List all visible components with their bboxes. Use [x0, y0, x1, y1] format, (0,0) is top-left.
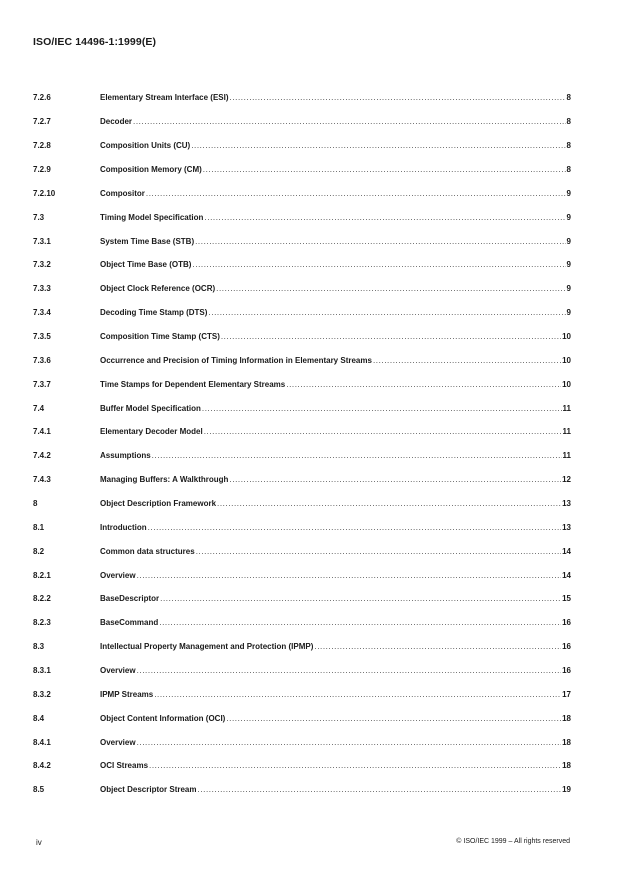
toc-entry-page[interactable]: 18 — [562, 761, 571, 771]
toc-dot-leader — [137, 738, 562, 747]
toc-dot-leader — [192, 260, 565, 269]
toc-dot-leader — [154, 690, 561, 699]
toc-entry-title-wrap — [100, 714, 561, 723]
toc-dot-leader — [203, 165, 566, 174]
toc-entry-title[interactable]: Overview — [100, 737, 136, 747]
toc-dot-leader — [133, 117, 566, 126]
toc-entry[interactable] — [33, 86, 571, 110]
toc-entry-title-wrap — [100, 93, 566, 102]
toc-entry[interactable] — [33, 730, 571, 754]
toc-entry-page[interactable]: 9 — [566, 260, 571, 270]
toc-entry-title[interactable]: Object Content Information (OCI) — [100, 713, 226, 723]
toc-entry-title-wrap — [100, 404, 562, 413]
toc-entry-number: 7.4.3 — [33, 475, 51, 485]
toc-entry[interactable] — [33, 706, 571, 730]
toc-dot-leader — [286, 380, 561, 389]
toc-entry-number: 8.5 — [33, 785, 45, 795]
toc-entry[interactable] — [33, 396, 571, 420]
toc-dot-leader — [148, 523, 561, 532]
toc-entry-number: 8 — [33, 499, 38, 509]
toc-entry[interactable] — [33, 181, 571, 205]
toc-entry[interactable] — [33, 348, 571, 372]
toc-entry-page[interactable]: 11 — [562, 451, 571, 461]
toc-entry-title[interactable]: Composition Memory (CM) — [100, 165, 202, 174]
toc-entry-title-wrap — [100, 237, 566, 246]
toc-entry-title[interactable]: Decoding Time Stamp (DTS) — [100, 308, 208, 318]
toc-entry-title[interactable]: Time Stamps for Dependent Elementary Streams — [100, 379, 286, 389]
toc-entry-title-wrap — [100, 117, 566, 126]
toc-entry-number: 8.2.1 — [33, 570, 51, 580]
toc-entry-number: 7.3.6 — [33, 355, 51, 365]
toc-entry[interactable] — [33, 253, 571, 277]
toc-entry-title[interactable]: Common data structures — [100, 546, 195, 556]
toc-entry-number: 7.2.9 — [33, 165, 51, 174]
toc-dot-leader — [221, 332, 561, 341]
toc-entry-page[interactable]: 10 — [562, 332, 571, 342]
toc-entry-title[interactable]: Object Time Base (OTB) — [100, 260, 192, 270]
toc-entry[interactable] — [33, 563, 571, 587]
footer-page-number: iv — [36, 838, 42, 847]
toc-entry-number: 8.3.2 — [33, 689, 51, 699]
toc-entry-title-wrap — [100, 380, 561, 389]
toc-entry-title-wrap — [100, 547, 561, 556]
table-of-contents — [33, 86, 571, 802]
toc-entry-page[interactable]: 18 — [562, 737, 571, 747]
toc-entry-title[interactable]: BaseDescriptor — [100, 594, 160, 604]
toc-entry-number: 8.2.2 — [33, 594, 51, 604]
toc-entry-title-wrap — [100, 141, 566, 150]
toc-entry-page[interactable]: 16 — [562, 618, 571, 628]
toc-entry-page[interactable]: 19 — [562, 785, 571, 795]
toc-entry-title-wrap — [100, 189, 566, 198]
toc-entry[interactable] — [33, 301, 571, 325]
toc-entry-page[interactable]: 13 — [562, 499, 571, 509]
toc-entry[interactable] — [33, 444, 571, 468]
toc-dot-leader — [149, 761, 561, 770]
toc-entry-title-wrap — [100, 284, 566, 293]
toc-dot-leader — [202, 404, 562, 413]
toc-entry[interactable] — [33, 372, 571, 396]
toc-entry-title[interactable]: Overview — [100, 570, 136, 580]
toc-dot-leader — [160, 594, 561, 603]
toc-entry-title[interactable]: Managing Buffers: A Walkthrough — [100, 475, 229, 485]
toc-entry-page[interactable]: 16 — [562, 666, 571, 676]
toc-entry-title-wrap — [100, 427, 562, 436]
toc-entry-title-wrap — [100, 165, 566, 174]
toc-entry[interactable] — [33, 420, 571, 444]
toc-entry-title[interactable]: System Time Base (STB) — [100, 236, 195, 246]
toc-dot-leader — [197, 785, 561, 794]
toc-entry-title-wrap — [100, 523, 561, 532]
toc-entry-number: 7.3.5 — [33, 332, 51, 342]
toc-entry-number: 7.3.2 — [33, 260, 51, 270]
toc-entry-number: 8.3.1 — [33, 666, 51, 676]
toc-entry-page[interactable]: 8 — [566, 93, 571, 103]
toc-entry[interactable] — [33, 205, 571, 229]
toc-entry-title-wrap — [100, 690, 561, 699]
toc-entry-page[interactable]: 10 — [562, 379, 571, 389]
toc-entry-title-wrap — [100, 308, 566, 317]
toc-dot-leader — [373, 356, 561, 365]
toc-entry-page[interactable]: 13 — [562, 522, 571, 532]
toc-entry-title-wrap — [100, 332, 561, 341]
toc-entry-title-wrap — [100, 666, 561, 675]
toc-dot-leader — [195, 237, 565, 246]
toc-entry-title[interactable]: Compositor — [100, 188, 145, 198]
toc-entry-page[interactable]: 10 — [562, 355, 571, 365]
toc-entry-page[interactable]: 16 — [562, 642, 571, 652]
toc-entry-title-wrap — [100, 761, 561, 770]
toc-entry-title-wrap — [100, 642, 561, 651]
toc-entry-page[interactable]: 8 — [566, 117, 571, 127]
toc-entry-number: 7.2.10 — [33, 188, 56, 198]
toc-entry-title-wrap — [100, 356, 561, 365]
toc-entry-page[interactable]: 9 — [566, 188, 571, 198]
toc-entry[interactable] — [33, 778, 571, 802]
toc-entry[interactable] — [33, 754, 571, 778]
toc-entry-title[interactable]: Composition Time Stamp (CTS) — [100, 332, 220, 342]
toc-entry[interactable] — [33, 682, 571, 706]
toc-entry[interactable] — [33, 635, 571, 659]
toc-dot-leader — [159, 618, 561, 627]
toc-entry-number: 8.4.1 — [33, 737, 51, 747]
toc-entry-title[interactable]: Introduction — [100, 522, 147, 532]
toc-entry-number: 7.3 — [33, 212, 45, 222]
toc-entry[interactable] — [33, 515, 571, 539]
toc-entry-title[interactable]: Intellectual Property Management and Protection (IPMP) — [100, 642, 314, 652]
toc-entry[interactable] — [33, 587, 571, 611]
toc-entry-title[interactable]: Assumptions — [100, 451, 151, 461]
toc-dot-leader — [152, 451, 562, 460]
toc-entry-title-wrap — [100, 475, 561, 484]
toc-entry-page[interactable]: 15 — [562, 594, 571, 604]
toc-entry-title[interactable]: Elementary Decoder Model — [100, 427, 203, 437]
toc-entry-title[interactable]: Decoder — [100, 117, 133, 127]
toc-dot-leader — [146, 189, 566, 198]
toc-entry-title[interactable]: Timing Model Specification — [100, 212, 204, 222]
toc-entry-title[interactable]: BaseCommand — [100, 618, 159, 628]
toc-entry-number: 7.4 — [33, 403, 45, 413]
toc-entry[interactable] — [33, 539, 571, 563]
toc-entry-title-wrap — [100, 785, 561, 794]
toc-entry-title[interactable]: OCI Streams — [100, 761, 149, 771]
toc-entry-title[interactable]: Composition Units (CU) — [100, 141, 191, 151]
toc-entry[interactable] — [33, 277, 571, 301]
toc-entry-number: 7.3.1 — [33, 236, 51, 246]
toc-entry-page[interactable]: 17 — [562, 689, 571, 699]
toc-entry-title[interactable]: Elementary Stream Interface (ESI) — [100, 93, 229, 103]
toc-entry-page[interactable]: 9 — [566, 212, 571, 222]
toc-entry-title-wrap — [100, 499, 561, 508]
toc-entry[interactable] — [33, 492, 571, 516]
toc-entry-page[interactable]: 9 — [566, 284, 571, 294]
toc-entry-number: 8.1 — [33, 522, 45, 532]
toc-entry[interactable] — [33, 134, 571, 158]
toc-entry-title-wrap — [100, 213, 566, 222]
toc-entry-number: 8.2 — [33, 546, 45, 556]
toc-entry-page[interactable]: 14 — [562, 570, 571, 580]
toc-entry-title[interactable]: Object Clock Reference (OCR) — [100, 284, 216, 294]
toc-entry-number: 7.4.1 — [33, 427, 51, 437]
toc-entry-title[interactable]: Occurrence and Precision of Timing Information in Elementary Streams — [100, 355, 372, 365]
toc-entry[interactable] — [33, 325, 571, 349]
toc-entry-title-wrap — [100, 738, 561, 747]
toc-entry-number: 8.4 — [33, 713, 45, 723]
toc-entry-number: 7.3.4 — [33, 308, 51, 318]
toc-dot-leader — [196, 547, 561, 556]
toc-entry-page[interactable]: 14 — [562, 546, 571, 556]
toc-entry-page[interactable]: 8 — [566, 165, 571, 174]
toc-entry[interactable] — [33, 110, 571, 134]
toc-entry-page[interactable]: 18 — [562, 713, 571, 723]
toc-entry-title-wrap — [100, 260, 566, 269]
toc-dot-leader — [137, 571, 562, 580]
toc-entry-number: 7.2.7 — [33, 117, 51, 127]
toc-entry-number: 8.3 — [33, 642, 45, 652]
toc-entry-title[interactable]: Buffer Model Specification — [100, 403, 201, 413]
toc-dot-leader — [314, 642, 561, 651]
toc-entry-number: 7.2.8 — [33, 141, 51, 151]
toc-entry[interactable] — [33, 659, 571, 683]
toc-dot-leader — [204, 213, 565, 222]
toc-dot-leader — [229, 475, 561, 484]
toc-entry-page[interactable]: 11 — [562, 403, 571, 413]
toc-entry-number: 7.3.7 — [33, 379, 51, 389]
toc-entry[interactable] — [33, 229, 571, 253]
toc-entry-number: 8.2.3 — [33, 618, 51, 628]
toc-dot-leader — [208, 308, 565, 317]
toc-entry-title-wrap — [100, 451, 562, 460]
toc-dot-leader — [216, 284, 565, 293]
toc-dot-leader — [217, 499, 561, 508]
toc-dot-leader — [191, 141, 565, 150]
toc-entry-title[interactable]: Object Descriptor Stream — [100, 785, 197, 795]
toc-entry-page[interactable]: 11 — [562, 427, 571, 437]
toc-entry-number: 8.4.2 — [33, 761, 51, 771]
toc-entry-page[interactable]: 9 — [566, 308, 571, 318]
toc-entry[interactable] — [33, 468, 571, 492]
toc-dot-leader — [137, 666, 562, 675]
footer-copyright: © ISO/IEC 1999 – All rights reserved — [456, 838, 570, 845]
toc-entry-number: 7.3.3 — [33, 284, 51, 294]
toc-entry-page[interactable]: 8 — [566, 141, 571, 151]
toc-entry-title-wrap — [100, 571, 561, 580]
toc-entry-number: 7.2.6 — [33, 93, 51, 103]
toc-entry-title[interactable]: Object Description Framework — [100, 499, 217, 509]
toc-dot-leader — [230, 93, 566, 102]
toc-entry-page[interactable]: 12 — [562, 475, 571, 485]
toc-entry[interactable] — [33, 611, 571, 635]
toc-entry-title[interactable]: Overview — [100, 666, 136, 676]
toc-dot-leader — [204, 427, 562, 436]
toc-entry-title[interactable]: IPMP Streams — [100, 689, 154, 699]
toc-entry[interactable] — [33, 158, 571, 182]
toc-entry-page[interactable]: 9 — [566, 236, 571, 246]
page-header-standard-id: ISO/IEC 14496-1:1999(E) — [33, 36, 157, 48]
toc-entry-number: 7.4.2 — [33, 451, 51, 461]
toc-entry-title-wrap — [100, 618, 561, 627]
toc-dot-leader — [226, 714, 561, 723]
toc-entry-title-wrap — [100, 594, 561, 603]
